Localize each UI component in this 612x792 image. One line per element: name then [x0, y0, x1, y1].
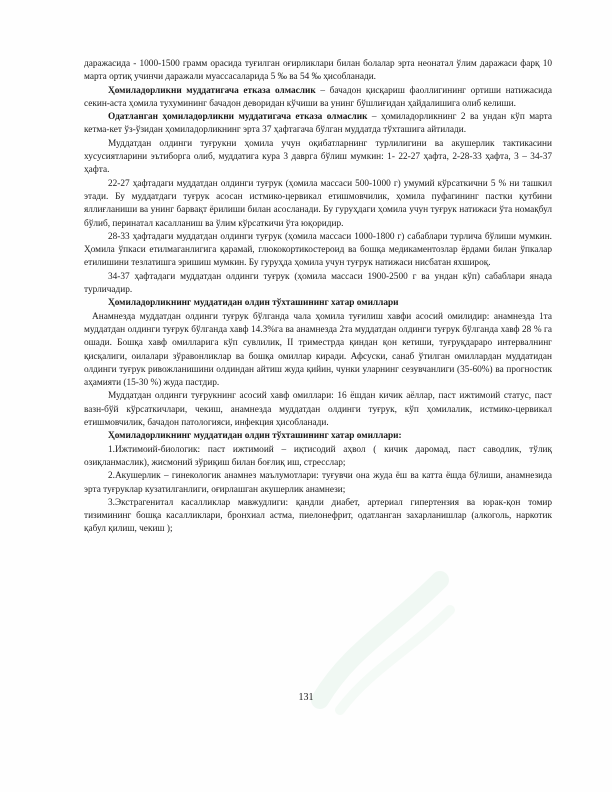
list-item-1 — [84, 444, 552, 471]
term-definition-heading: Одатланган ҳомиладорликни муддатигача етказа олмаслик — [108, 112, 368, 123]
paragraph-5 — [84, 178, 552, 231]
paragraph-9 — [84, 311, 552, 391]
paragraph-text: 28-33 ҳафтадаги муддатдан олдинги туғрук (ҳомила массаси 1000-1800 г) сабаблари турлича бўлиши мумкин. Ҳомила ўпкаси етилмаганлигига қарамай, глюкокортикостероид ва бошқа медикаментозлар ёрдами билан ўпкалар етилишини тезлатишга эришиш мумкин. Бу гуруҳда ҳомила учун туғрук натижаси нисбатан яхшироқ. — [84, 231, 552, 269]
paragraph-text: 22-27 ҳафтадаги муддатдан олдинги туғрук (ҳомила массаси 500-1000 г) умумий кўрсаткични 5 % ни ташкил этади. Бу муддатдаги туғрук асосан истмико-цервикал етишмовчилик, ҳомила пуфагининг пастки қутбини яллиғланиши ва унинг барвақт ёрилиши билан асосланади. Бу гуруҳдаги ҳомила учун туғрук натижаси ўта номақбул бўлиб, перинатал касалланиш ва ўлим кўрсаткичи ўта юқоридир. — [84, 178, 552, 229]
section-heading: Ҳомиладорликнинг муддатидан олдин тўхташининг хатар омиллари — [108, 298, 399, 309]
term-definition-heading: Ҳомиладорликни муддатигача етказа олмаслик — [108, 85, 316, 96]
paragraph-10 — [84, 390, 552, 430]
paragraph-6 — [84, 231, 552, 271]
paragraph-4 — [84, 138, 552, 178]
page-number: 131 — [298, 692, 314, 703]
paragraph-text: – ҳомиладорликнинг 2 ва ундан кўп марта кетма-кет ўз-ўзидан ҳомиладорликнинг эрта 37 ҳафтагача бўлган муддатда тўхташига айтилади. — [84, 112, 552, 136]
paragraph-text: даражасида - 1000-1500 грамм орасида туғилган оғирликлари билан болалар эрта неонатал ўлим даражаси фарқ 10 марта ортиқ учинчи даражали муассасаларида 5 ‰ ва 54 ‰ ҳисобланади. — [84, 59, 552, 83]
paragraph-text: Муддатдан олдинги туғрукнинг асосий хавф омиллари: 16 ёшдан кичик аёллар, паст ижтимоий статус, паст вазн-бўй кўрсаткичлари, чекиш, анамнезда муддатдан олдинги туғрук, кўп ҳомилалик, истмико-цервикал етишмовчилик, бачадон патологияси, инфекция ҳисобланади. — [84, 391, 552, 429]
list-item-text: 3.Экстрагенитал касалликлар мавжудлиги: қандли диабет, артериал гипертензия ва юрак-қон томир тизимининг бошқа касалликлари, бронхиал астма, пиелонефрит, одатланган захарланишлар (алкоголь, наркотик қабул қилиш, чекиш ); — [84, 497, 552, 535]
list-item-text: 1.Ижтимоий-биологик: паст ижтимоий – иқтисодий аҳвол ( кичик даромад, паст саводлик, тўлиқ озиқланмаслик), жисмоний зўриқиш билан боғлиқ иш, стресслар; — [84, 444, 552, 468]
section-heading-risk-factors-list — [84, 430, 552, 443]
list-item-2 — [84, 470, 552, 497]
list-item-text: 2.Акушерлик – гинекологик анамнез маълумотлари: туғувчи она жуда ёш ва катта ёшда бўлиши, анамнезида эрта туғруклар кузатилганлиги, оғирлашган акушерлик анамнези; — [84, 471, 552, 495]
document-body — [84, 58, 552, 537]
paragraph-3 — [84, 111, 552, 138]
paragraph-text: Анамнезда муддатдан олдинги туғрук бўлганда чала ҳомила туғилиш хавфи асосий омилидир: анамнезда 1та муддатдан олдинги туғрук бўлганда хавф 14.3%га ва анамнезда 2та муддатдан олдинги туғрук бўлганда хавф 28 % га ошади. Бошқа хавф омилларига кўп сувлилик, II триместрда қиндан қон кетиши, туғруқдараро интервалнинг қисқалиги, оилалари зўравонликлар ва бошқа омиллар киради. Афсуски, санаб ўтилган омиллардан муддатидан олдинги туғрук ривожланишини олдиндан айтиш жуда қийин, чунки уларнинг сезувчанлиги (35-60%) ва прогностик аҳамияти (15-30 %) жуда пастдир. — [84, 311, 552, 389]
paragraph-text: 34-37 ҳафтадаги муддатдан олдинги туғрук (ҳомила массаси 1900-2500 г ва ундан кўп) сабаблари янада турличадир. — [84, 271, 552, 296]
paragraph-7 — [84, 271, 552, 298]
section-heading-risk-factors — [84, 297, 552, 310]
paragraph-text: Муддатдан олдинги туғрукни ҳомила учун оқибатларнинг турлилигини ва акушерлик тактикасини хусусиятларини эътиборга олиб, муддатига кура 3 даврга бўлиш мумкин: 1- 22-27 ҳафта, 2-28-33 ҳафта, 3 – 34-37 ҳафта. — [84, 138, 552, 176]
list-item-3 — [84, 497, 552, 537]
section-heading: Ҳомиладорликнинг муддатидан олдин тўхташининг хатар омиллари: — [108, 431, 402, 442]
paragraph-1 — [84, 58, 552, 85]
paragraph-text: – бачадон қисқариш фаоллигининг ортиши натижасида секин-аста ҳомила тухумининг бачадон деворидан кўчиши ва унинг бўшлиғидан ҳайдалишига олиб келиши. — [84, 85, 552, 109]
paragraph-2 — [84, 85, 552, 112]
